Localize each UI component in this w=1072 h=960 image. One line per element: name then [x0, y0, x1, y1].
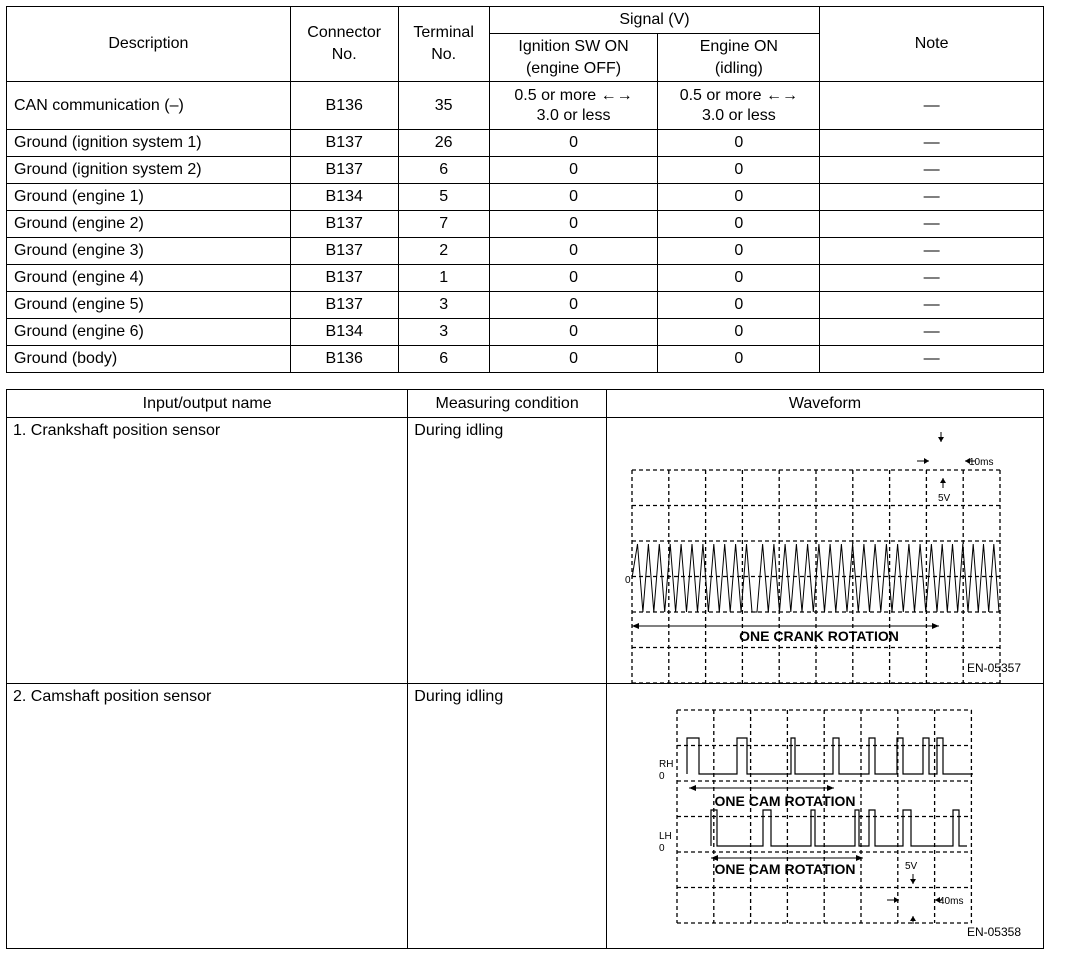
- row-terminal: 2: [398, 238, 489, 265]
- header-terminal: Terminal No.: [398, 7, 489, 82]
- row-note: —: [820, 82, 1044, 130]
- table-row: [7, 292, 1044, 319]
- row-terminal: 6: [398, 346, 489, 373]
- waveform-crankshaft: [606, 418, 1043, 684]
- crank-waveform-figure: [607, 418, 1043, 683]
- row-note: —: [820, 238, 1044, 265]
- row-signal-engine-on: 0: [658, 346, 820, 373]
- row-signal-ign-on: 0: [489, 319, 658, 346]
- signal-table: [6, 6, 1044, 373]
- row-note: —: [820, 319, 1044, 346]
- crank-time-div: 10ms: [968, 457, 994, 468]
- row-connector: B136: [290, 346, 398, 373]
- crank-zero-label: 0: [624, 575, 631, 586]
- row-signal-ign-on: 0: [489, 292, 658, 319]
- row-signal-engine-on: 0: [658, 157, 820, 184]
- row-signal-ign-on: 0: [489, 211, 658, 238]
- row-connector: B134: [290, 319, 398, 346]
- row-terminal: 6: [398, 157, 489, 184]
- crank-span-arrowhead-left: [632, 623, 639, 629]
- row-terminal: 5: [398, 184, 489, 211]
- row-terminal: 35: [398, 82, 489, 130]
- table-row: [7, 157, 1044, 184]
- row-signal-ign-on: 0: [489, 184, 658, 211]
- header-io-name: Input/output name: [7, 390, 408, 418]
- row-connector: B137: [290, 238, 398, 265]
- cam-rh-zero: 0: [658, 771, 665, 782]
- crank-span-label: ONE CRANK ROTATION: [739, 628, 899, 644]
- row-signal-engine-on: 0: [658, 130, 820, 157]
- table-row: [7, 211, 1044, 238]
- row-signal-ign-on: 0: [489, 130, 658, 157]
- row-connector: B137: [290, 211, 398, 238]
- row-description: Ground (engine 3): [7, 238, 291, 265]
- io-name-camshaft: 2. Camshaft position sensor: [7, 684, 408, 949]
- row-terminal: 1: [398, 265, 489, 292]
- header-description: Description: [7, 7, 291, 82]
- row-terminal: 3: [398, 292, 489, 319]
- row-signal-engine-on: 0.5 or more ←→ 3.0 or less: [658, 82, 820, 130]
- waveform-table: [6, 389, 1044, 949]
- header-ign-on: Ignition SW ON (engine OFF): [489, 34, 658, 82]
- header-connector: Connector No.: [290, 7, 398, 82]
- table-row: [7, 265, 1044, 292]
- cam-figure-code: EN-05358: [966, 925, 1021, 939]
- cam-grid: [677, 710, 971, 923]
- table-row: [7, 82, 1044, 130]
- cam-lh-label: LH: [658, 831, 672, 842]
- row-description: Ground (engine 6): [7, 319, 291, 346]
- row-terminal: 3: [398, 319, 489, 346]
- row-terminal: 7: [398, 211, 489, 238]
- io-name-crankshaft: 1. Crankshaft position sensor: [7, 418, 408, 684]
- row-signal-engine-on: 0: [658, 292, 820, 319]
- table-row: [7, 346, 1044, 373]
- row-signal-engine-on: 0: [658, 211, 820, 238]
- row-note: —: [820, 292, 1044, 319]
- row-signal-engine-on: 0: [658, 265, 820, 292]
- cam-lh-zero: 0: [658, 843, 665, 854]
- condition-crankshaft: During idling: [408, 418, 607, 684]
- waveform-camshaft: [606, 684, 1043, 949]
- header-condition: Measuring condition: [408, 390, 607, 418]
- table-row: [7, 130, 1044, 157]
- crank-span-arrowhead-right: [932, 623, 939, 629]
- row-note: —: [820, 184, 1044, 211]
- row-description: CAN communication (–): [7, 82, 291, 130]
- header-waveform: Waveform: [606, 390, 1043, 418]
- cam-lh-span-label: ONE CAM ROTATION: [714, 861, 856, 877]
- row-connector: B137: [290, 292, 398, 319]
- cam-rh-label: RH: [658, 759, 674, 770]
- row-description: Ground (engine 1): [7, 184, 291, 211]
- row-note: —: [820, 265, 1044, 292]
- row-description: Ground (engine 5): [7, 292, 291, 319]
- row-signal-ign-on: 0: [489, 265, 658, 292]
- row-description: Ground (body): [7, 346, 291, 373]
- header-engine-on: Engine ON (idling): [658, 34, 820, 82]
- row-description: Ground (engine 2): [7, 211, 291, 238]
- row-connector: B137: [290, 130, 398, 157]
- row-connector: B136: [290, 82, 398, 130]
- table-row: [7, 319, 1044, 346]
- row-terminal: 26: [398, 130, 489, 157]
- row-signal-engine-on: 0: [658, 184, 820, 211]
- row-description: Ground (ignition system 1): [7, 130, 291, 157]
- cam-time-div: 40ms: [938, 896, 964, 907]
- row-connector: B137: [290, 265, 398, 292]
- table-row: [7, 238, 1044, 265]
- row-signal-ign-on: 0.5 or more ←→ 3.0 or less: [489, 82, 658, 130]
- row-note: —: [820, 157, 1044, 184]
- cam-rh-span-label: ONE CAM ROTATION: [714, 793, 856, 809]
- cam-lh-trace: [711, 810, 967, 846]
- cam-volt-div: 5V: [904, 861, 918, 872]
- row-signal-ign-on: 0: [489, 346, 658, 373]
- cam-rh-trace: [687, 738, 973, 774]
- crank-volt-div: 5V: [937, 493, 951, 504]
- table-row: [7, 184, 1044, 211]
- cam-waveform-figure: [607, 684, 1043, 948]
- row-signal-ign-on: 0: [489, 238, 658, 265]
- row-description: Ground (ignition system 2): [7, 157, 291, 184]
- row-signal-engine-on: 0: [658, 319, 820, 346]
- row-signal-engine-on: 0: [658, 238, 820, 265]
- row-connector: B134: [290, 184, 398, 211]
- crank-figure-code: EN-05357: [966, 661, 1021, 675]
- row-note: —: [820, 130, 1044, 157]
- row-connector: B137: [290, 157, 398, 184]
- header-note: Note: [820, 7, 1044, 82]
- row-description: Ground (engine 4): [7, 265, 291, 292]
- row-signal-ign-on: 0: [489, 157, 658, 184]
- header-signal: Signal (V): [489, 7, 820, 34]
- condition-camshaft: During idling: [408, 684, 607, 949]
- row-note: —: [820, 211, 1044, 238]
- row-note: —: [820, 346, 1044, 373]
